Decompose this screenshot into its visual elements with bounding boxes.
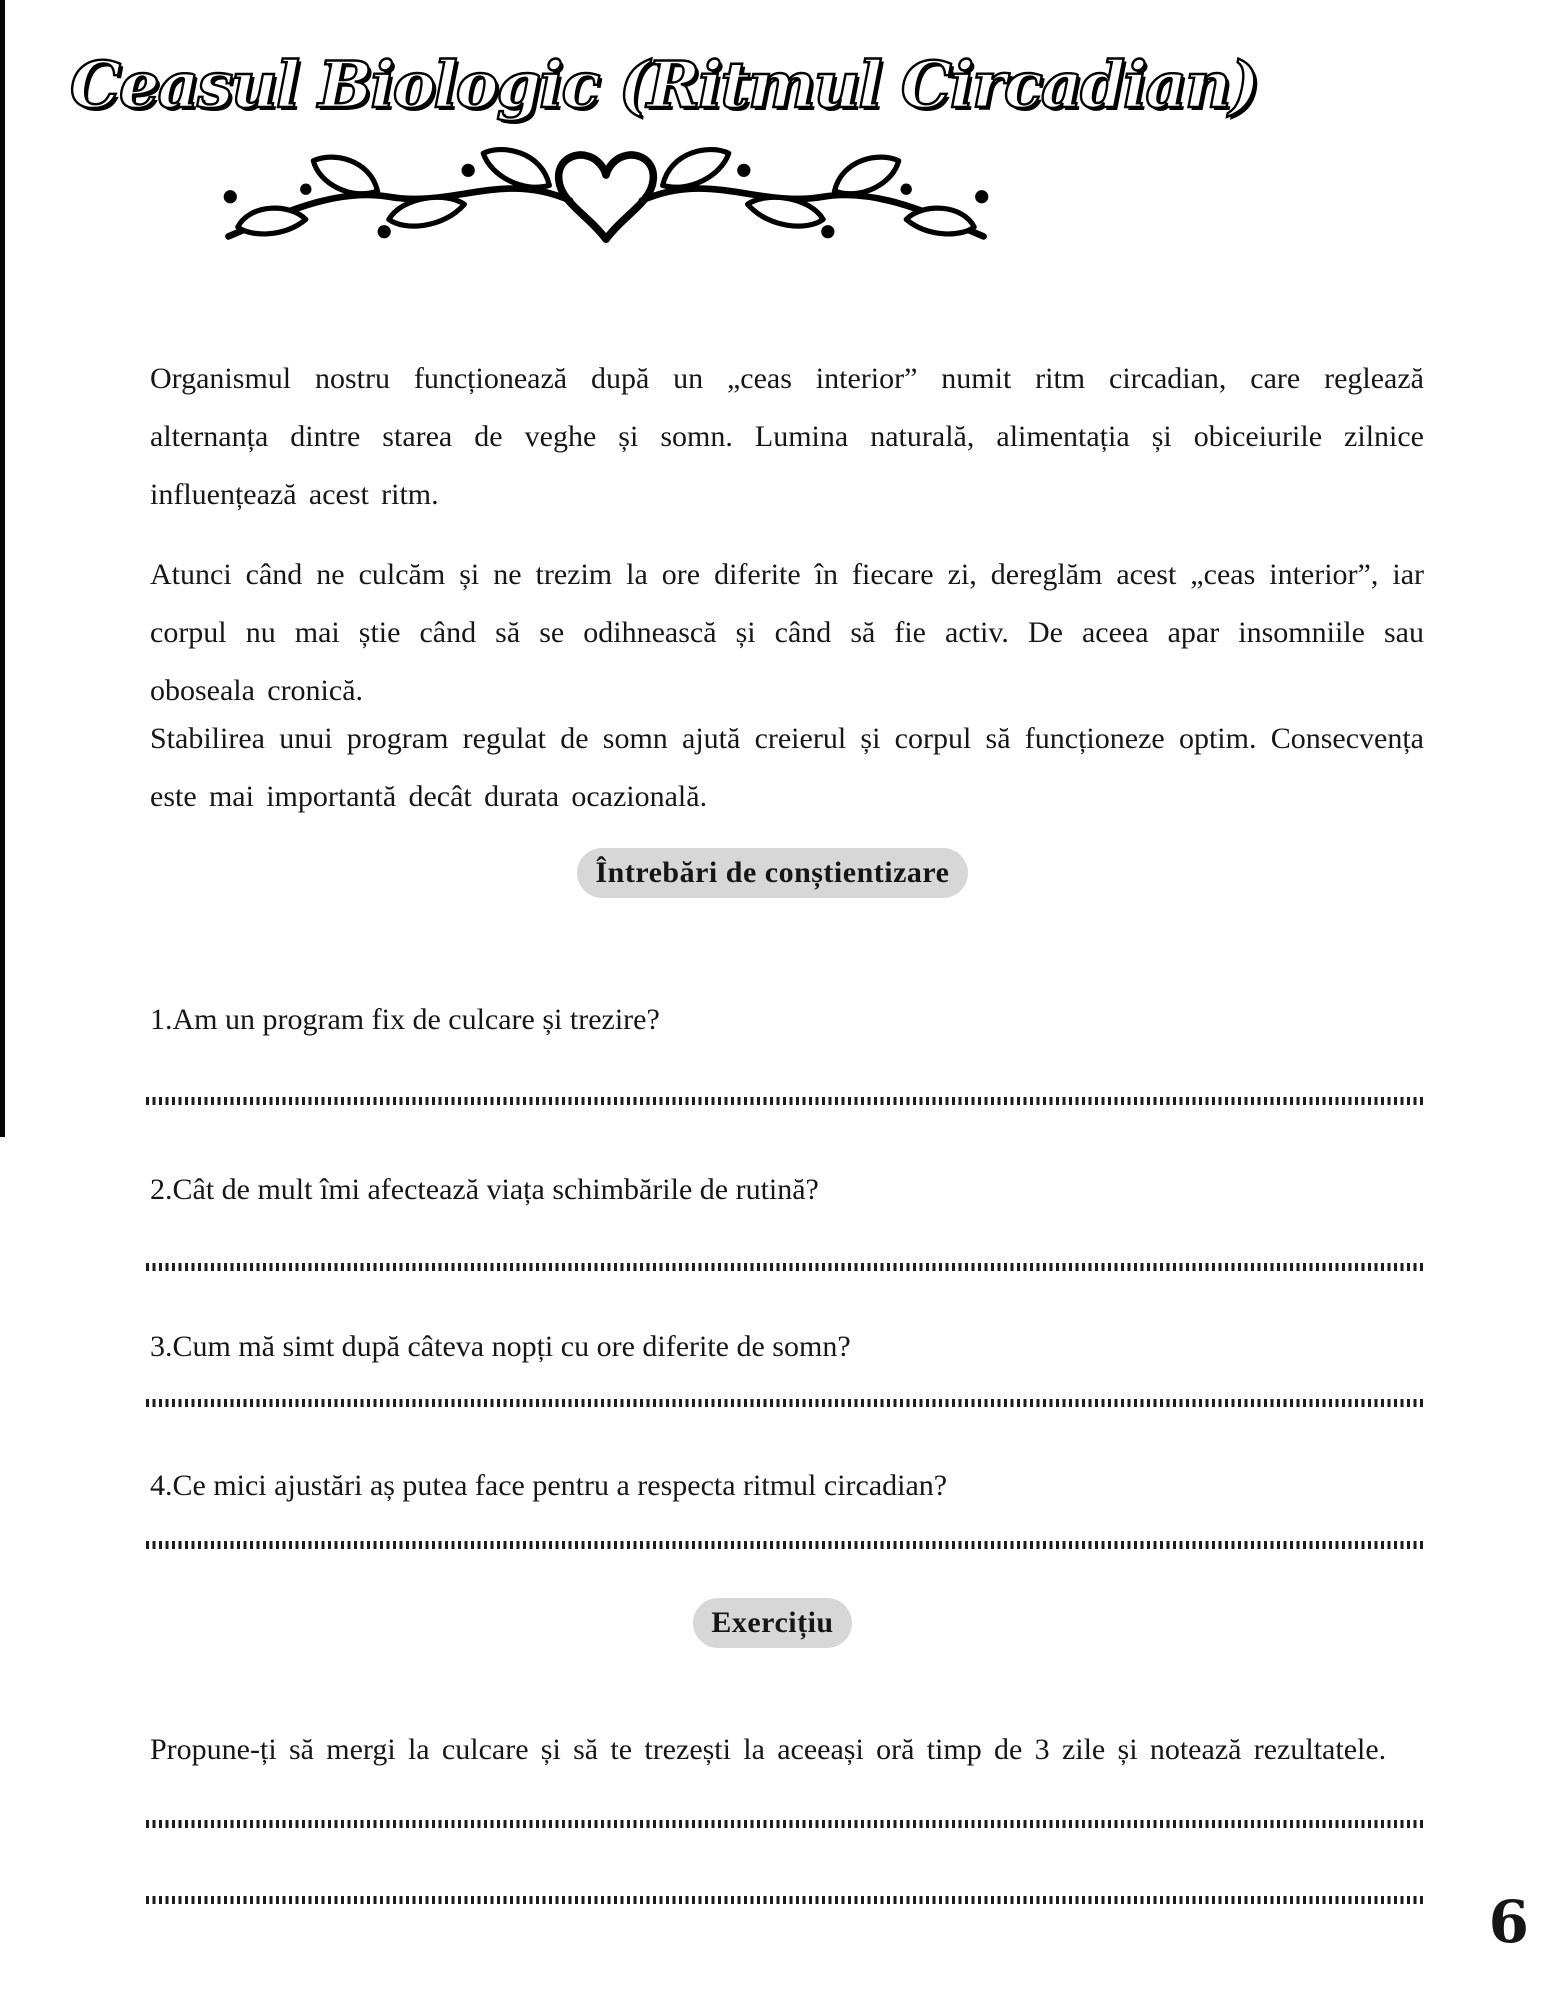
branch-left-icon xyxy=(224,150,570,239)
question-item-2: 2.Cât de mult îmi afectează viața schimbările de rutină? xyxy=(150,1173,819,1206)
branch-right-icon xyxy=(642,150,988,239)
intro-paragraph-3: Stabilirea unui program regulat de somn ajută creierul și corpul să funcționeze optim. Consecvența este mai importantă decât durata ocazională. xyxy=(150,722,1424,813)
page-number: 6 xyxy=(1488,1888,1529,1956)
question-item-4: 4.Ce mici ajustări aș putea face pentru a respecta ritmul circadian? xyxy=(150,1469,948,1502)
exercise-paragraph: Propune-ți să mergi la culcare și să te trezești la aceeași oră timp de 3 zile și notează rezultatele. xyxy=(150,1733,1387,1766)
questions-section-pill: Întrebări de conștientizare xyxy=(577,848,967,898)
exercise-section-pill: Exercițiu xyxy=(693,1598,851,1648)
answer-line-5 xyxy=(146,1820,1423,1828)
answer-line-1 xyxy=(146,1097,1423,1105)
answer-line-4 xyxy=(146,1541,1423,1549)
intro-paragraph-2: Atunci când ne culcăm și ne trezim la ore diferite în fiecare zi, dereglăm acest „ceas interior”, iar corpul nu mai știe când să se odihnească și când să fie activ. De aceea apar insomniile sau oboseala cronică. xyxy=(150,558,1424,707)
page-title: Ceasul Biologic (Ritmul Circadian) xyxy=(70,48,1258,123)
heart-icon xyxy=(559,155,654,239)
answer-line-2 xyxy=(146,1263,1423,1271)
section-header-exercise xyxy=(0,1598,1545,1648)
scan-edge-artifact xyxy=(0,0,5,1137)
answer-line-6 xyxy=(146,1896,1423,1904)
section-header-questions xyxy=(0,848,1545,898)
intro-paragraph-1: Organismul nostru funcționează după un „ceas interior” numit ritm circadian, care reglează alternanța dintre starea de veghe și somn. Lumina naturală, alimentația și obiceiurile zilnice influențează acest ritm. xyxy=(150,362,1424,511)
question-item-1: 1.Am un program fix de culcare și trezire? xyxy=(150,1003,660,1036)
question-item-3: 3.Cum mă simt după câteva nopți cu ore diferite de somn? xyxy=(150,1330,851,1363)
answer-line-3 xyxy=(146,1399,1423,1407)
divider-ornament xyxy=(200,142,1012,260)
